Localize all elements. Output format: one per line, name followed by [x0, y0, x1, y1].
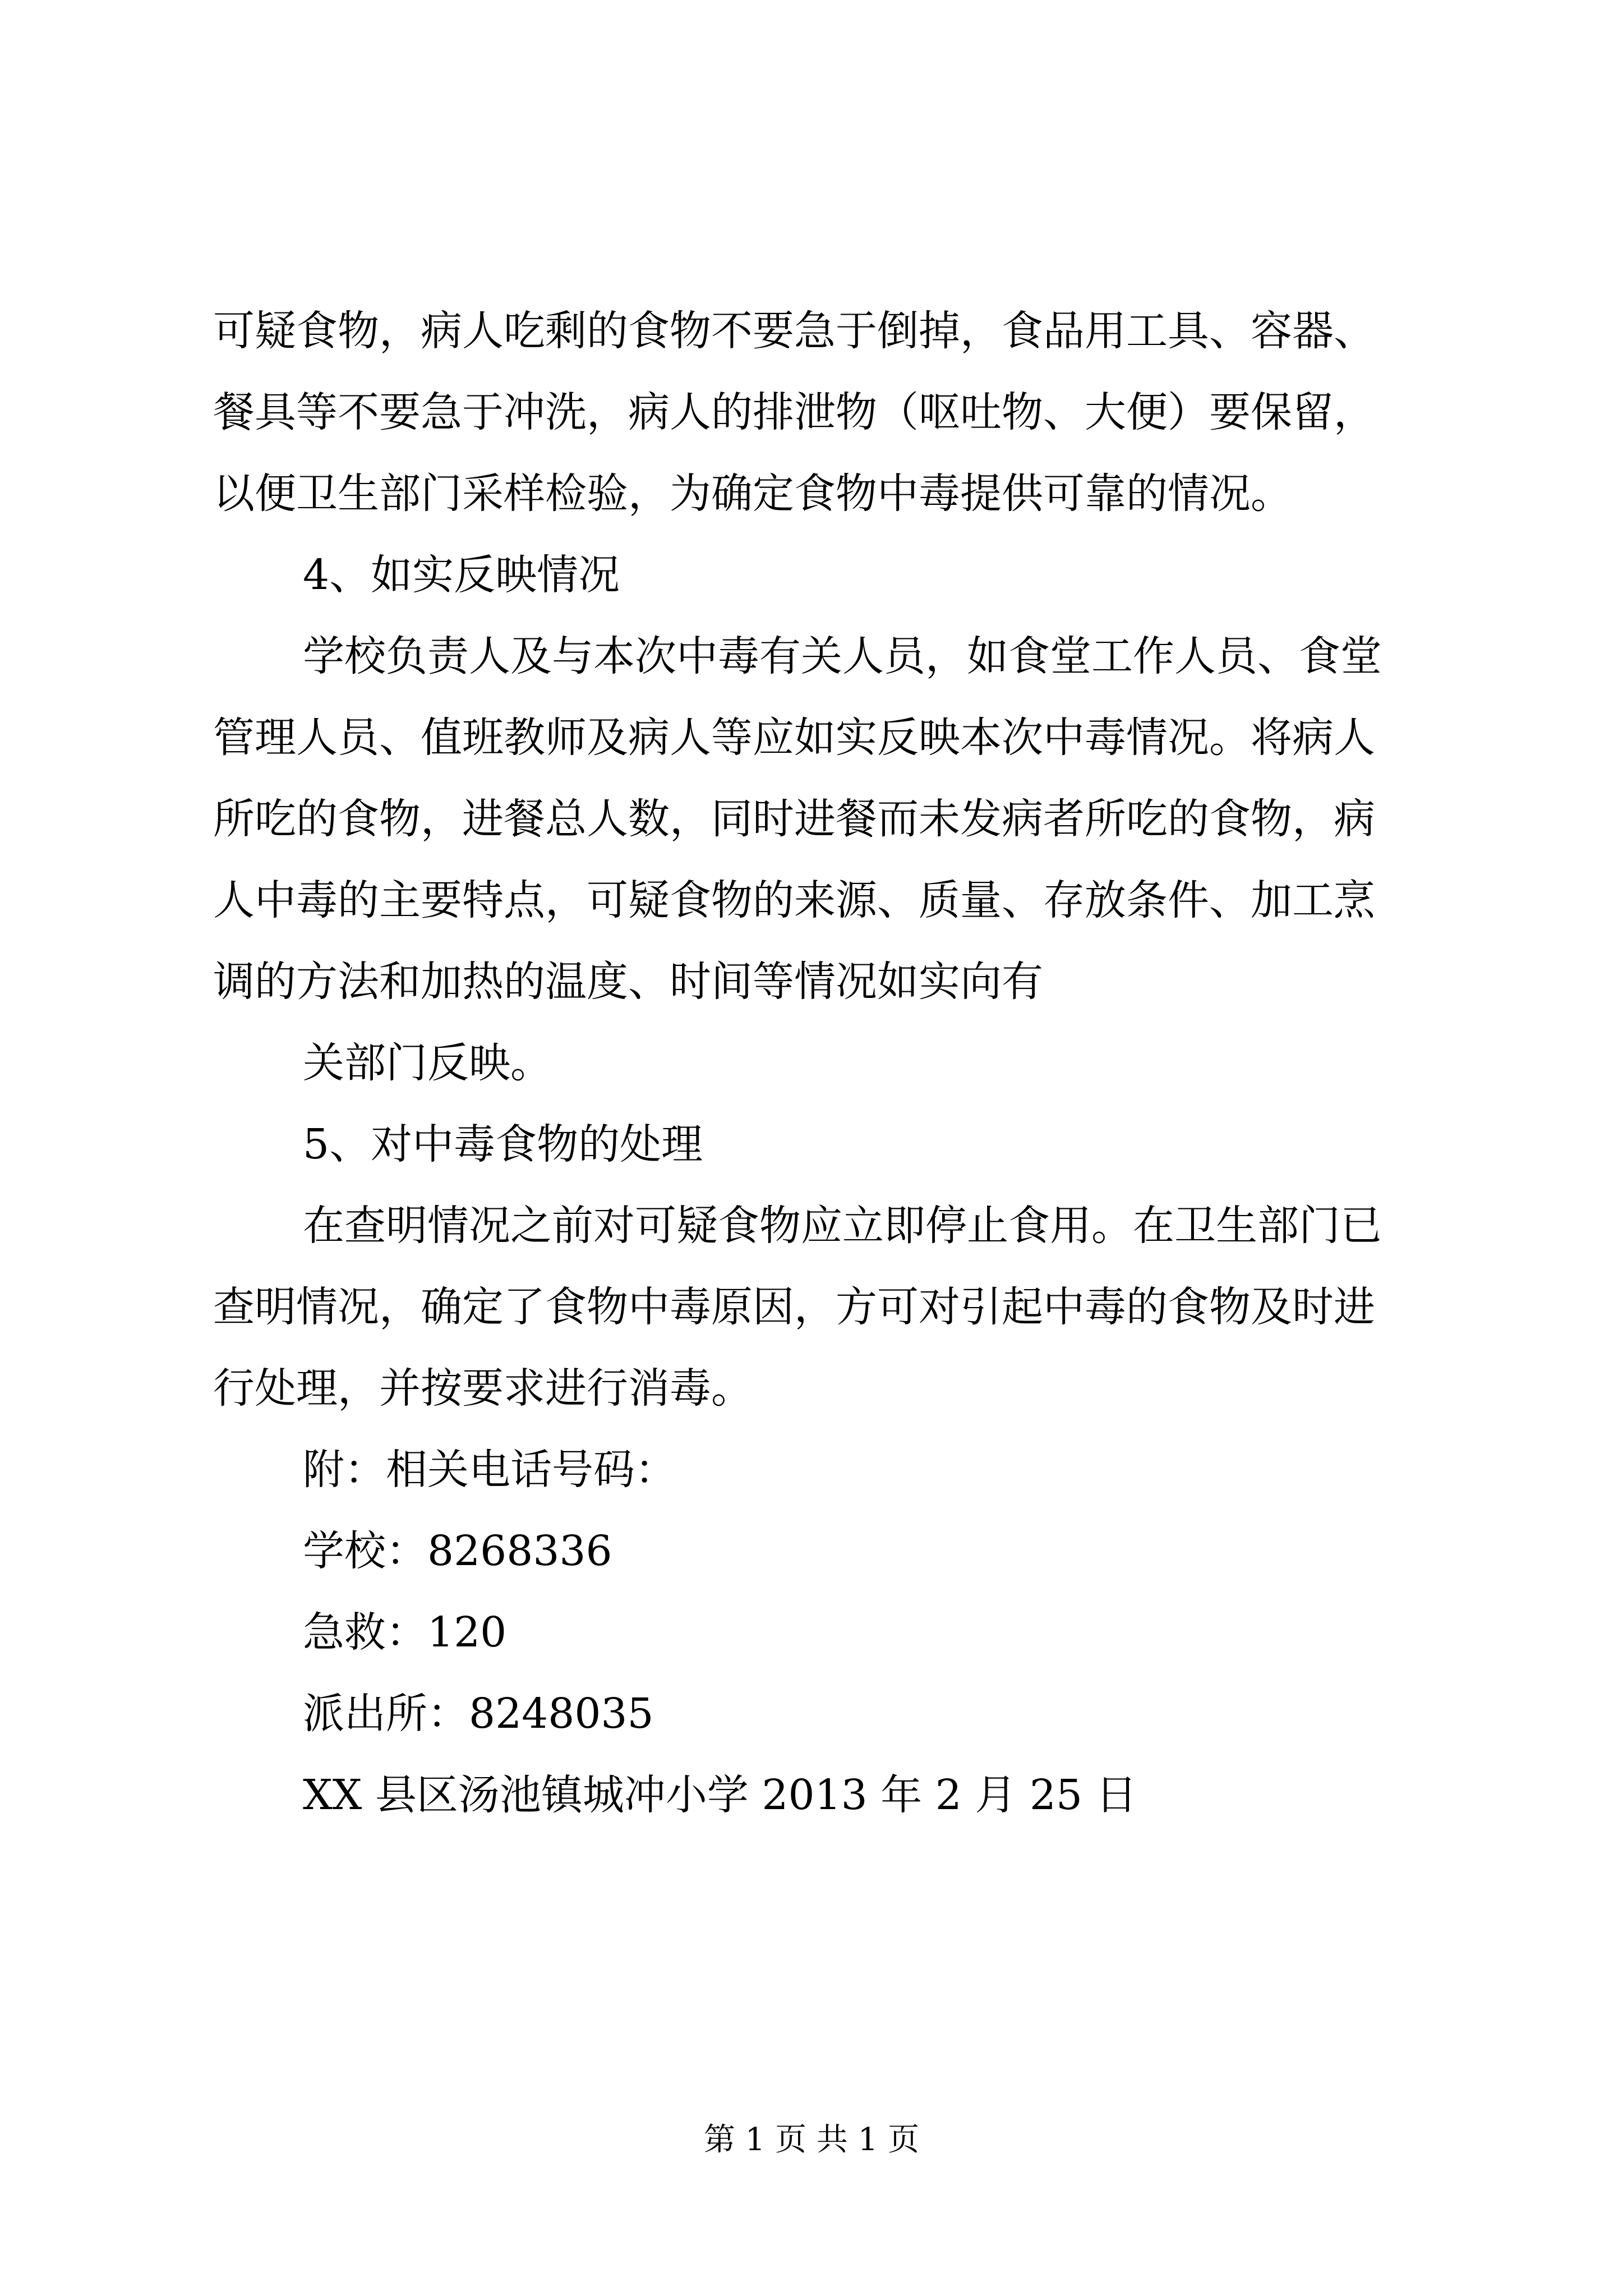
body-line: 人中毒的主要特点，可疑食物的来源、质量、存放条件、加工烹	[213, 876, 1375, 924]
body-line: 餐具等不要急于冲洗，病人的排泄物（呕吐物、大便）要保留，	[213, 388, 1375, 436]
page-number-footer: 第 1 页 共 1 页	[703, 2122, 920, 2158]
phone-emergency: 急救：120	[303, 1608, 507, 1657]
signature-date: XX 县区汤池镇城冲小学 2013 年 2 月 25 日	[303, 1771, 1137, 1819]
body-line: 行处理，并按要求进行消毒。	[213, 1364, 753, 1412]
body-line: 可疑食物，病人吃剩的食物不要急于倒掉，食品用工具、容器、	[213, 307, 1375, 355]
appendix-heading: 附：相关电话号码：	[303, 1446, 676, 1494]
body-line: 关部门反映。	[303, 1039, 552, 1087]
section-heading: 5、对中毒食物的处理	[303, 1120, 703, 1168]
phone-school: 学校：8268336	[303, 1527, 612, 1575]
body-line: 查明情况，确定了食物中毒原因，方可对引起中毒的食物及时进	[213, 1283, 1375, 1331]
body-line: 学校负责人及与本次中毒有关人员，如食堂工作人员、食堂	[303, 632, 1382, 680]
body-line: 以便卫生部门采样检验，为确定食物中毒提供可靠的情况。	[213, 470, 1292, 518]
body-line: 所吃的食物，进餐总人数，同时进餐而未发病者所吃的食物，病	[213, 795, 1375, 843]
phone-police: 派出所：8248035	[303, 1690, 654, 1738]
body-line: 在查明情况之前对可疑食物应立即停止食用。在卫生部门已	[303, 1202, 1382, 1250]
section-heading: 4、如实反映情况	[303, 551, 620, 599]
body-line: 调的方法和加热的温度、时间等情况如实向有	[213, 958, 1043, 1006]
body-line: 管理人员、值班教师及病人等应如实反映本次中毒情况。将病人	[213, 714, 1375, 762]
